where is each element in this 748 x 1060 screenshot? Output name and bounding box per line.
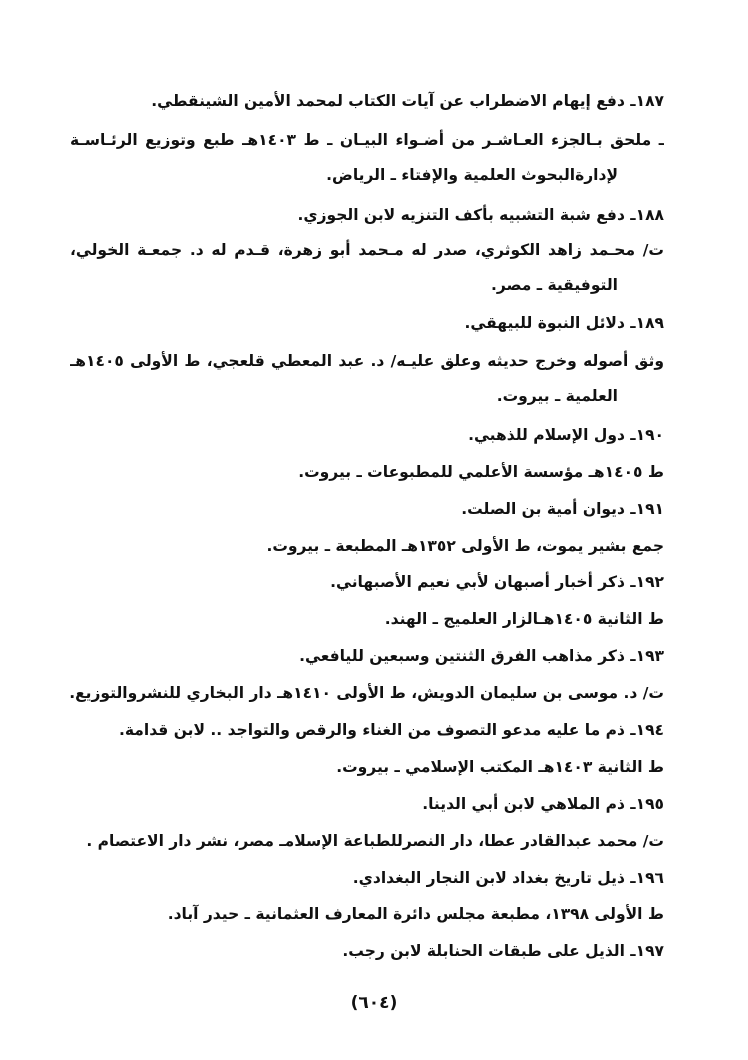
entry-193-title: ١٩٣ـ ذكر مذاهب الفرق الثنتين وسبعين لليافعي. <box>299 647 664 665</box>
entry-187-title: ١٨٧ـ دفع إيهام الاضطراب عن آيات الكتاب لمحمد الأمين الشينقطي. <box>151 92 664 110</box>
entry-191-details: جمع بشير يموت، ط الأولى ١٣٥٢هـ المطبعة ـ بيروت. <box>266 537 664 555</box>
entry-196-details: ط الأولى ١٣٩٨، مطبعة مجلس دائرة المعارف العثمانية ـ حيدر آباد. <box>167 905 664 923</box>
entry-189-title: ١٨٩ـ دلائل النبوة للبيهقي. <box>464 314 664 332</box>
page-number: (٦٠٤) <box>350 993 398 1013</box>
entry-190-details: ط ١٤٠٥هـ مؤسسة الأعلمي للمطبوعات ـ بيروت. <box>298 463 664 481</box>
entry-191-title: ١٩١ـ ديوان أمية بن الصلت. <box>461 500 664 518</box>
entry-189-details: وثق أصوله وخرج حديثه وعلق عليـه/ د. عبد المعطي قلعجي، ط الأولى ١٤٠٥هـ <box>70 352 664 370</box>
entry-188-details-cont: التوفيقية ـ مصر. <box>490 276 618 294</box>
entry-188-title: ١٨٨ـ دفع شبة التشبيه بأكف التنزيه لابن الجوزي. <box>297 206 664 224</box>
entry-193-details: ت/ د. موسى بن سليمان الدويش، ط الأولى ١٤١٠هـ دار البخاري للنشروالتوزيع. <box>69 684 664 702</box>
entry-192-title: ١٩٢ـ ذكر أخبار أصبهان لأبي نعيم الأصبهاني. <box>330 573 664 591</box>
entry-194-title: ١٩٤ـ ذم ما عليه مدعو التصوف من الغناء والرقص والتواجد .. لابن قدامة. <box>119 721 664 739</box>
entry-194-details: ط الثانية ١٤٠٣هـ المكتب الإسلامي ـ بيروت. <box>336 758 664 776</box>
entry-187-details-cont: لإدارةالبحوث العلمية والإفتاء ـ الرياض. <box>326 166 618 184</box>
entry-192-details: ط الثانية ١٤٠٥هـالزار العلميج ـ الهند. <box>384 610 664 628</box>
entry-188-details: ت/ محـمد زاهد الكوثري، صدر له مـحمد أبو زهرة، قـدم له د. جمعـة الخولي، <box>70 241 664 259</box>
entry-190-title: ١٩٠ـ دول الإسلام للذهبي. <box>468 426 664 444</box>
entry-197-title: ١٩٧ـ الذيل على طبقات الحنابلة لابن رجب. <box>342 942 664 960</box>
entry-187-details: ـ ملحق بـالجزء العـاشـر من أضـواء البيـان ـ ط ١٤٠٣هـ طبع وتوزيع الرئـاسـة <box>70 131 664 149</box>
entry-195-title: ١٩٥ـ ذم الملاهي لابن أبي الدينا. <box>422 795 664 813</box>
entry-195-details: ت/ محمد عبدالقادر عطا، دار النصرللطباعة الإسلامـ مصر، نشر دار الاعتصام . <box>86 832 664 850</box>
entry-196-title: ١٩٦ـ ذيل تاريخ بغداد لابن النجار البغدادي. <box>352 869 664 887</box>
entry-189-details-cont: العلمية ـ بيروت. <box>496 387 618 405</box>
